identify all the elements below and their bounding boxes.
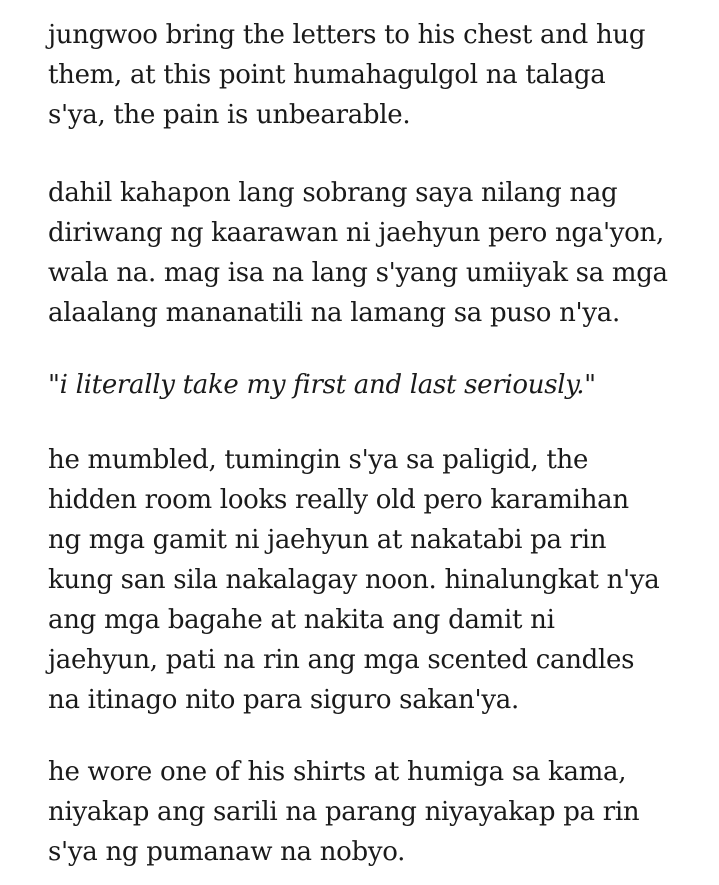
text-line: diriwang ng kaarawan ni jaehyun pero nga'yon,	[48, 218, 664, 248]
text-line: wala na. mag isa na lang s'yang umiiyak sa mga	[48, 258, 668, 288]
text-line: kung san sila nakalagay noon. hinalungkat n'ya	[48, 565, 660, 595]
text-line: niyakap ang sarili na parang niyayakap pa rin	[48, 797, 640, 827]
text-line: ng mga gamit ni jaehyun at nakatabi pa rin	[48, 525, 607, 555]
text-line: jaehyun, pati na rin ang mga scented candles	[48, 645, 635, 675]
text-line: he mumbled, tumingin s'ya sa paligid, the	[48, 445, 589, 475]
text-line: he wore one of his shirts at humiga sa kama,	[48, 757, 627, 787]
text-line: them, at this point humahagulgol na talaga	[48, 60, 606, 90]
text-line: s'ya, the pain is unbearable.	[48, 100, 411, 130]
text-line: ang mga bagahe at nakita ang damit ni	[48, 605, 555, 635]
quote-line: "i literally take my first and last seriously."	[48, 370, 596, 400]
text-line: hidden room looks really old pero karamihan	[48, 485, 629, 515]
text-line: na itinago nito para siguro sakan'ya.	[48, 685, 519, 715]
paragraph-4	[48, 752, 639, 872]
paragraph-3	[48, 440, 660, 720]
text-line: jungwoo bring the letters to his chest and hug	[48, 20, 646, 50]
text-line: s'ya ng pumanaw na nobyo.	[48, 837, 406, 867]
paragraph-1	[48, 15, 645, 135]
quote-paragraph	[48, 365, 596, 405]
text-line: alaalang mananatili na lamang sa puso n'ya.	[48, 298, 620, 328]
text-line: dahil kahapon lang sobrang saya nilang nag	[48, 178, 618, 208]
paragraph-2	[48, 173, 668, 333]
